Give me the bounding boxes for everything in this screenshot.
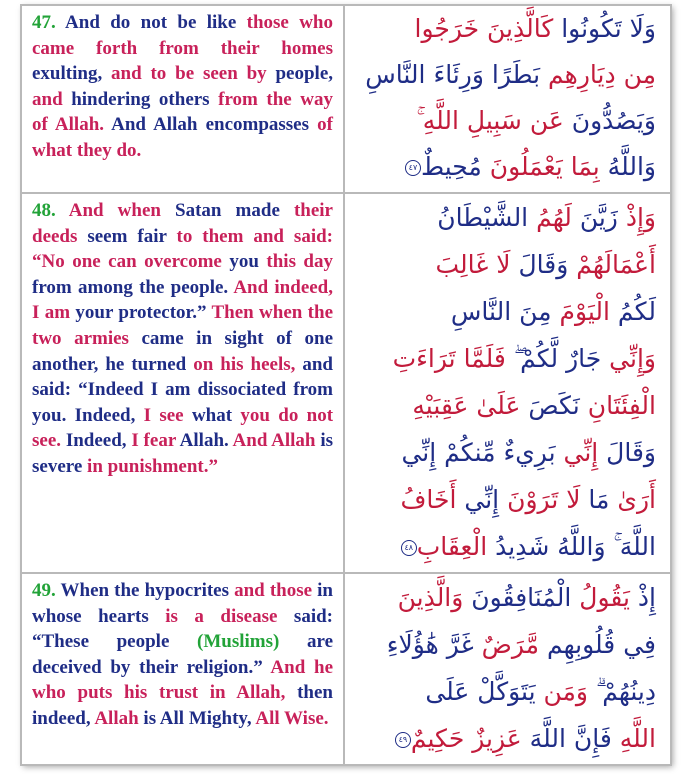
arabic-segment: اللَّهَ ۚ: [605, 532, 656, 561]
translation-segment: And he who puts his trust: [32, 656, 333, 704]
arabic-segment: فَإِنَّ اللَّهَ: [521, 724, 612, 753]
translation-segment: Satan made: [175, 200, 294, 221]
arabic-segment: إِذْ: [629, 583, 656, 612]
arabic-line: [345, 335, 670, 382]
translation-segment: from their homes: [159, 37, 333, 59]
arabic-segment: وَيَصُدُّونَ: [563, 106, 656, 135]
translation-segment: people,: [275, 63, 334, 85]
arabic-segment: وَقَالَ: [598, 438, 656, 467]
arabic-segment: الشَّيْطَانُ: [437, 203, 529, 232]
arabic-segment: لَا تَرَوْنَ: [499, 485, 581, 514]
verse-row: [21, 573, 671, 765]
verse-end-marker: ٤٨: [401, 540, 417, 556]
arabic-segment: وَمَن: [535, 677, 588, 706]
translation-segment: of what they do.: [32, 114, 333, 161]
translation-segment: those who came forth: [32, 12, 333, 59]
arabic-segment: كَالَّذِينَ خَرَجُوا: [414, 14, 554, 43]
translation-segment: seem fair: [87, 225, 177, 247]
arabic-line: [345, 523, 670, 570]
arabic-segment: اللَّهِ: [611, 724, 656, 753]
arabic-line: [345, 382, 670, 429]
arabic-line: [345, 241, 670, 288]
translation-segment: Indeed,: [65, 430, 132, 452]
arabic-text: [345, 194, 670, 570]
english-translation: [22, 194, 343, 480]
translation-segment: you: [229, 251, 267, 273]
arabic-line: [345, 476, 670, 523]
arabic-segment: الْفِئَتَانِ: [579, 391, 656, 420]
arabic-segment: أَخَافُ: [400, 485, 457, 514]
arabic-segment: نَكَصَ: [520, 391, 580, 420]
arabic-segment: فِي قُلُوبِهِم: [539, 630, 656, 659]
translation-segment: Allah.: [179, 430, 233, 452]
translation-segment: And when: [55, 200, 176, 221]
translation-segment: and to be seen by: [111, 63, 276, 85]
arabic-cell: [344, 5, 671, 193]
translation-segment: are deceived by their religion.”: [32, 631, 334, 678]
translation-segment: in Allah,: [209, 682, 298, 704]
english-translation: [22, 574, 343, 732]
translation-segment: and said: “Indeed I am dissociated from you. Indeed,: [32, 353, 333, 426]
verse-row: [21, 5, 671, 193]
arabic-segment: وَاللَّهُ: [599, 152, 656, 181]
translation-segment: in whose hearts: [32, 580, 334, 627]
translation-segment: And Allah encompasses: [111, 114, 318, 136]
arabic-segment: وَالَّذِينَ: [397, 583, 464, 612]
english-cell: [21, 5, 344, 193]
translation-segment: And indeed, I am: [32, 276, 333, 324]
translation-segment: on his heels,: [193, 353, 303, 375]
arabic-segment: فَلَمَّا تَرَاءَتِ: [392, 344, 506, 373]
arabic-segment: وَإِنِّي: [601, 344, 656, 373]
verse-number-label: 47.: [32, 12, 56, 33]
arabic-segment: يَتَوَكَّلْ عَلَى: [425, 677, 536, 706]
translation-segment: Then when the two armies: [32, 302, 333, 349]
arabic-line: [345, 668, 670, 715]
arabic-segment: جَارٌ لَّكُمْ ۖ: [505, 344, 602, 373]
arabic-segment: إِنِّي: [555, 438, 599, 467]
english-cell: [21, 193, 344, 573]
arabic-line: [345, 621, 670, 668]
translation-segment: to them: [176, 225, 254, 247]
arabic-segment: وَقَالَ: [510, 250, 569, 279]
arabic-segment: لَا غَالِبَ: [435, 250, 511, 279]
arabic-segment: مَا: [580, 485, 610, 514]
arabic-segment: الْعِقَابِ: [416, 532, 488, 561]
arabic-segment: مِنَ النَّاسِ: [450, 297, 552, 326]
english-translation: [22, 6, 343, 164]
translation-segment: you do not see.: [32, 404, 334, 452]
verse-end-marker: ٤٧: [405, 160, 421, 176]
translation-segment: When the hypocrites: [55, 580, 235, 601]
arabic-line: [345, 429, 670, 476]
translation-segment: from the way of Allah.: [32, 88, 333, 136]
translation-segment: is severe: [32, 430, 333, 477]
arabic-segment: وَرِئَاءَ النَّاسِ: [365, 60, 484, 89]
arabic-segment: وَاللَّهُ شَدِيدُ: [487, 532, 606, 561]
translation-segment: and those: [234, 580, 318, 601]
translation-segment: And: [232, 430, 272, 452]
verse-number-label: 48.: [32, 200, 56, 221]
translation-segment: And do not be like: [55, 12, 247, 33]
arabic-segment: عَزِيزٌ حَكِيمٌ: [410, 724, 522, 753]
arabic-line: [345, 144, 670, 190]
arabic-segment: وَلَا تَكُونُوا: [553, 14, 656, 43]
translation-segment: what: [191, 404, 241, 426]
arabic-segment: غَرَّ هَٰؤُلَاءِ: [386, 630, 474, 659]
translation-segment: Allah: [94, 707, 144, 729]
arabic-segment: إِنِّي: [456, 485, 500, 514]
translation-segment: this day: [266, 251, 333, 273]
arabic-line: [345, 52, 670, 98]
translation-segment: then indeed,: [32, 682, 333, 729]
verse-table-frame: [20, 4, 670, 764]
arabic-line: [345, 6, 670, 52]
arabic-segment: بِمَا يَعْمَلُونَ: [481, 152, 600, 181]
arabic-segment: عَلَىٰ عَقِبَيْهِ: [412, 391, 521, 420]
arabic-segment: دِينُهُمْ ۗ: [588, 677, 656, 706]
translation-segment: Allah: [271, 430, 321, 452]
arabic-segment: يَقُولُ: [571, 583, 630, 612]
translation-segment: All Wise.: [255, 707, 329, 729]
translation-segment: your protector.”: [75, 302, 212, 324]
arabic-segment: لَهُمُ: [528, 203, 572, 232]
translation-segment: I fear: [131, 430, 180, 452]
translation-segment: (Muslims): [197, 631, 307, 653]
arabic-segment: بَرِيءٌ مِّنكُمْ إِنِّي: [401, 438, 556, 467]
arabic-line: [345, 715, 670, 762]
arabic-line: [345, 194, 670, 241]
arabic-segment: مُحِيطٌ: [420, 152, 482, 181]
arabic-cell: [344, 573, 671, 765]
arabic-segment: زَيَّنَ: [571, 203, 618, 232]
english-cell: [21, 573, 344, 765]
translation-segment: in punishment.”: [87, 455, 218, 477]
arabic-segment: عَن سَبِيلِ اللَّهِ ۚ: [416, 106, 564, 135]
translation-segment: and said: “No one can overcome: [32, 225, 333, 273]
arabic-segment: بَطَرًا: [483, 60, 541, 89]
arabic-segment: مَّرَضٌ: [473, 630, 540, 659]
arabic-cell: [344, 193, 671, 573]
verse-number-label: 49.: [32, 580, 56, 601]
arabic-segment: لَكُمُ: [609, 297, 656, 326]
translation-segment: is All Mighty,: [143, 707, 256, 729]
verse-row: [21, 193, 671, 573]
translation-segment: I see: [143, 404, 192, 426]
arabic-segment: أَرَىٰ: [609, 485, 656, 514]
verse-table: [20, 4, 672, 766]
arabic-line: [345, 574, 670, 621]
arabic-segment: مِن دِيَارِهِم: [540, 60, 656, 89]
arabic-line: [345, 98, 670, 144]
arabic-segment: الْمُنَافِقُونَ: [463, 583, 572, 612]
arabic-line: [345, 288, 670, 335]
arabic-text: [345, 6, 670, 190]
translation-segment: hindering others: [71, 88, 219, 110]
translation-segment: exulting,: [32, 63, 112, 85]
arabic-segment: الْيَوْمَ: [551, 297, 610, 326]
arabic-segment: وَإِذْ: [617, 203, 656, 232]
translation-segment: and: [32, 88, 72, 110]
translation-segment: is a disease: [165, 605, 294, 627]
translation-segment: came in sight of one another, he turned: [32, 327, 333, 375]
translation-segment: their deeds: [32, 200, 333, 247]
arabic-segment: أَعْمَالَهُمْ: [568, 250, 656, 279]
arabic-text: [345, 574, 670, 762]
translation-segment: said: “These people: [32, 605, 333, 653]
translation-segment: from among the people.: [32, 276, 234, 298]
verse-end-marker: ٤٩: [395, 732, 411, 748]
